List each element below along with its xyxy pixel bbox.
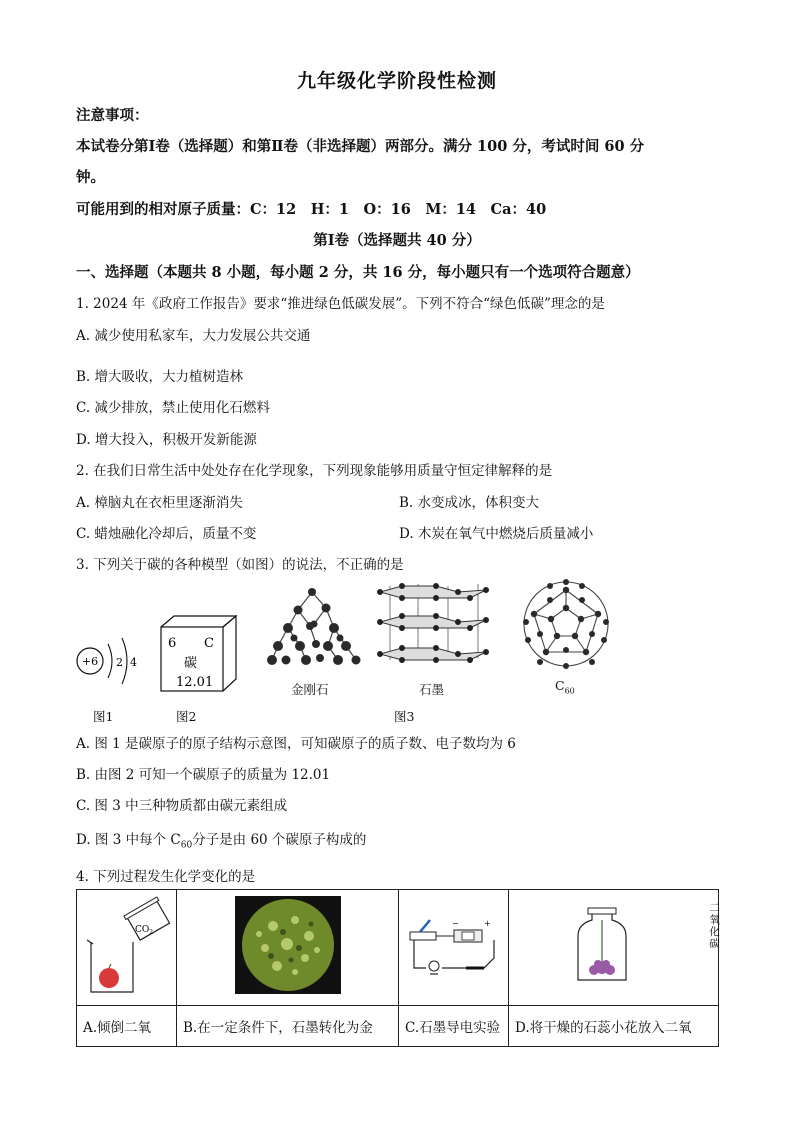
q4-stem: 4. 下列过程发生化学变化的是 xyxy=(76,869,256,885)
q4-option-c: C.石墨导电实验 xyxy=(399,1005,509,1046)
q4-option-d: D.将干燥的石蕊小花放入二氧 xyxy=(509,1005,719,1046)
q4-cell-b-image xyxy=(177,890,399,1006)
q1-option-c: C. 减少排放，禁止使用化石燃料 xyxy=(76,400,270,416)
c60-label xyxy=(555,678,575,696)
q4-option-a: A.倾倒二氧 xyxy=(77,1005,177,1046)
graphite-structure-figure xyxy=(374,580,494,672)
fig2-label: 图2 xyxy=(176,709,197,724)
element-symbol: C xyxy=(204,636,214,651)
q4-options-table xyxy=(76,889,719,1047)
q1-option-b: B. 增大吸收，大力植树造林 xyxy=(76,369,244,385)
q3-option-a: A. 图 1 是碳原子的原子结构示意图，可知碳原子的质子数、电子数均为 6 xyxy=(76,736,516,752)
q4-cell-a-image xyxy=(77,890,177,1006)
q2-option-b: B. 水变成冰，体积变大 xyxy=(399,495,540,511)
q4-cell-c-image xyxy=(399,890,509,1006)
atomic-mass: 12.01 xyxy=(176,675,214,690)
q1-stem: 1. 2024 年《政府工作报告》要求“推进绿色低碳发展”。下列不符合“绿色低碳”理念的是 xyxy=(76,296,605,312)
fig3-label: 图3 xyxy=(394,709,415,724)
q3-option-b: B. 由图 2 可知一个碳原子的质量为 12.01 xyxy=(76,767,331,783)
q2-option-d: D. 木炭在氧气中燃烧后质量减小 xyxy=(399,526,594,542)
svg-text:−: − xyxy=(451,919,459,929)
atomic-masses: 可能用到的相对原子质量：C：12 H：1 O：16 M：14 Ca：40 xyxy=(76,201,547,218)
q3-option-d-pre: D. 图 3 中每个 C xyxy=(76,832,181,848)
q3-option-c: C. 图 3 中三种物质都由碳元素组成 xyxy=(76,798,288,814)
svg-text:+: + xyxy=(483,919,491,929)
nucleus-charge: +6 xyxy=(81,655,99,668)
part1-title: 第Ⅰ卷（选择题共 40 分） xyxy=(313,232,481,249)
q3-option-d xyxy=(76,828,366,851)
flower-icon xyxy=(589,960,615,975)
notice-heading: 注意事项： xyxy=(76,107,149,124)
q2-stem: 2. 在我们日常生活中处处存在化学现象，下列现象能够用质量守恒定律解释的是 xyxy=(76,463,553,479)
q3-option-d-sub: 60 xyxy=(180,840,193,851)
atom-structure-figure xyxy=(74,630,144,692)
graphite-label: 石墨 xyxy=(419,682,445,697)
co2-jar-flower-icon xyxy=(564,906,664,984)
c60-label-base: C xyxy=(555,678,565,693)
jar-label: 二氧化碳 xyxy=(709,901,720,950)
q2-option-a: A. 樟脑丸在衣柜里逐渐消失 xyxy=(76,495,243,511)
c60-label-sub: 60 xyxy=(564,686,575,696)
pour-co2-beaker-icon xyxy=(79,892,175,998)
diamond-label: 金刚石 xyxy=(291,682,329,697)
atomic-number: 6 xyxy=(168,636,177,651)
q3-stem: 3. 下列关于碳的各种模型（如图）的说法，不正确的是 xyxy=(76,557,404,573)
shell2-electrons: 4 xyxy=(130,656,137,669)
element-name: 碳 xyxy=(184,656,198,671)
notice-line1: 本试卷分第Ⅰ卷（选择题）和第Ⅱ卷（非选择题）两部分。满分 100 分，考试时间 60 分 xyxy=(76,138,645,155)
q1-option-a: A. 减少使用私家车，大力发展公共交通 xyxy=(76,328,311,344)
q2-option-c: C. 蜡烛融化冷却后，质量不变 xyxy=(76,526,257,542)
q4-cell-d-image xyxy=(509,890,719,1006)
page-title: 九年级化学阶段性检测 xyxy=(296,70,497,92)
element-cell-figure xyxy=(158,613,240,695)
section1-title: 一、选择题（本题共 8 小题，每小题 2 分，共 16 分，每小题只有一个选项符合题意） xyxy=(76,264,640,281)
diamond-structure-figure xyxy=(258,580,366,672)
shell1-electrons: 2 xyxy=(116,656,123,669)
notice-line2: 钟。 xyxy=(76,169,105,186)
q3-option-d-post: 分子是由 60 个碳原子构成的 xyxy=(192,832,367,848)
q1-option-d: D. 增大投入，积极开发新能源 xyxy=(76,432,257,448)
co2-bottle-label: $CO_2$ xyxy=(134,925,153,937)
conductivity-circuit-icon xyxy=(404,910,504,980)
q4-option-b: B.在一定条件下，石墨转化为金 xyxy=(177,1005,399,1046)
fig1-label: 图1 xyxy=(93,709,114,724)
apple-icon xyxy=(99,968,119,988)
graphite-microscope-icon xyxy=(235,896,341,994)
c60-structure-figure xyxy=(518,578,614,672)
